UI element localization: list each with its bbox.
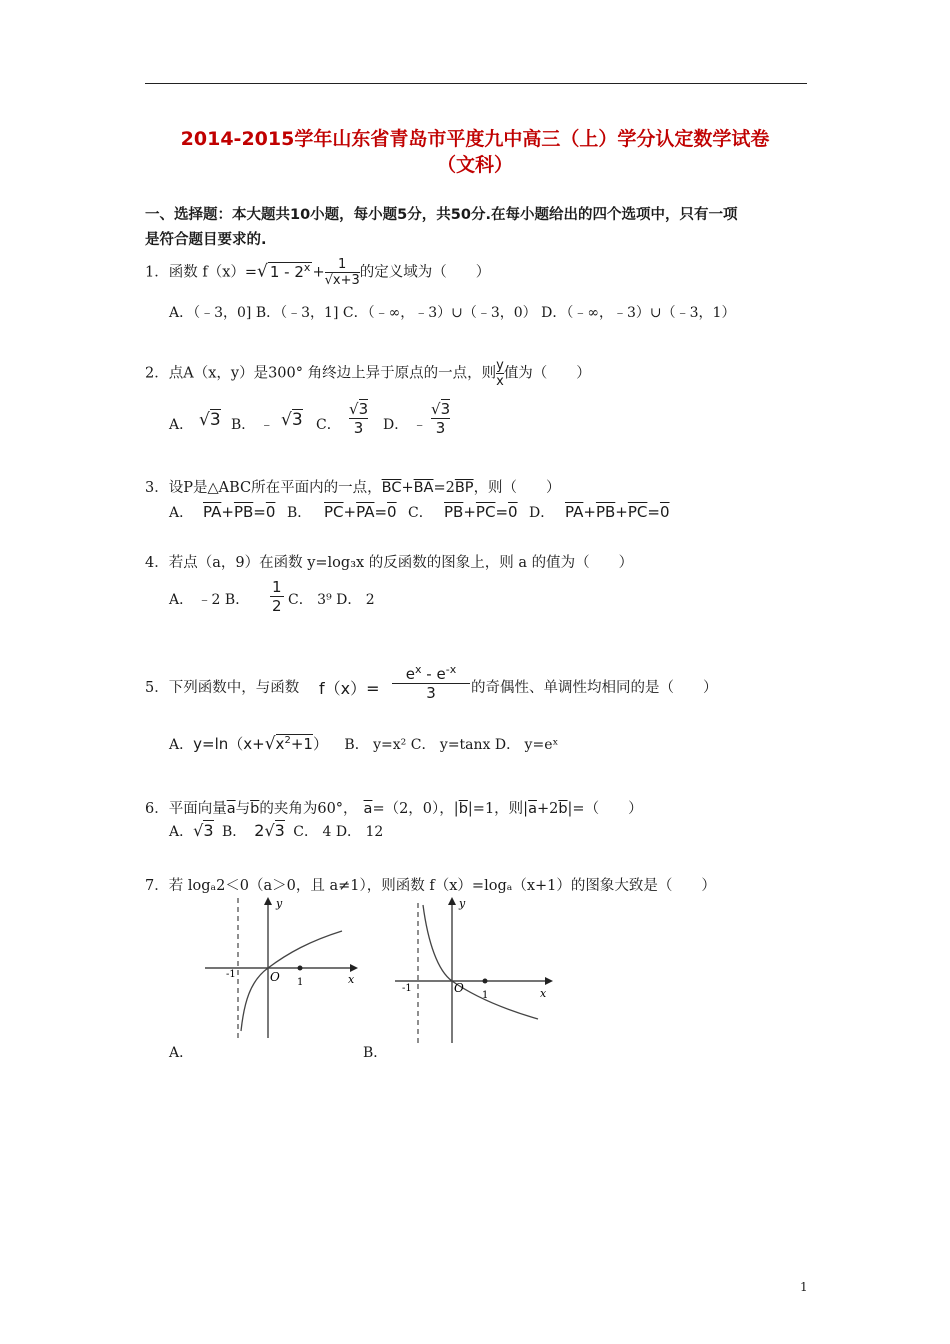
graph-a-curve xyxy=(241,931,342,1031)
q7-option-b-label: B． xyxy=(363,1045,388,1061)
q1-fraction: $\frac{1}{√x+3}$ xyxy=(324,257,360,288)
question-4: 4．若点（a，9）在函数 y=log₃x 的反函数的图象上，则 a 的值为（ ） xyxy=(145,555,634,571)
page-number: 1 xyxy=(800,1280,808,1294)
q3-option-c-expr: $\overline{PB}+\overline{PC}=0$ xyxy=(444,503,518,521)
q3-options: A． $\overline{PA}+\overline{PB}=0$ B． $\overline{PC}+\overline{PA}=0$ C． $\overline{PB}+\overline{PC}=0$ D． $\overline{PA}+\overline{PB}+\overline{PC}=0$ xyxy=(169,503,670,521)
section-heading-line1: 一、选择题：本大题共10小题，每小题5分，共50分.在每小题给出的四个选项中，只有一项 xyxy=(145,207,738,223)
header-rule xyxy=(145,83,807,84)
q5-option-a-expr: $y=\ln(x+√x^2+1)$ xyxy=(193,734,328,754)
graph-b-y-label: y xyxy=(459,897,466,910)
q2-option-c-value: √3 3 xyxy=(349,400,369,437)
question-3: 3．设P是△ABC所在平面内的一点，$\overline{BC}+\overline{BA}=2\overline{BP}$，则（ ） xyxy=(145,480,561,496)
graph-b-origin-label: O xyxy=(454,981,464,995)
graph-b-x-arrow xyxy=(545,977,553,985)
section-heading-line2: 是符合题目要求的. xyxy=(145,232,267,248)
graph-b-x-label: x xyxy=(540,987,547,1000)
graph-a-x-arrow xyxy=(350,964,358,972)
q7-graph-a xyxy=(200,893,360,1043)
q1-stem-end: 的定义域为（ ） xyxy=(359,264,491,281)
vector-a: $\overline{a}$ xyxy=(226,801,236,817)
q3-option-d-expr: $\overline{PA}+\overline{PB}+\overline{PC}=0$ xyxy=(565,503,670,521)
graph-b-point-one xyxy=(483,979,488,984)
graph-a-origin-label: O xyxy=(270,970,280,984)
graph-a-one-label: 1 xyxy=(297,977,304,988)
q4-option-b-fraction: 1 2 xyxy=(272,578,282,615)
graph-b-y-arrow xyxy=(448,897,456,905)
q2-yx-fraction: $\frac{y}{x}$ xyxy=(496,358,504,389)
graph-a-x-label: x xyxy=(348,973,355,986)
q5-options: A．$y=\ln(x+√x^2+1)$ B． y=x² C． y=tanx D． y=eˣ xyxy=(169,734,559,754)
q1-options: A．（﹣3，0] B．（﹣3，1] C．（﹣∞，﹣3）∪（﹣3，0） D．（﹣∞，﹣3）∪（﹣3，1） xyxy=(169,305,736,321)
q6-option-b-value: 2√3 xyxy=(254,821,285,840)
q2-option-b-value: √3 xyxy=(281,410,303,430)
graph-a-neg-one-label: -1 xyxy=(226,969,236,980)
question-2: 2．点A（x，y）是300° 角终边上异于原点的一点，则 $\frac{y}{x}$ 值为（ ） xyxy=(145,358,591,389)
q1-stem: 1．函数 f（x）= xyxy=(145,264,258,281)
exam-title-line1: 2014-2015学年山东省青岛市平度九中高三（上）学分认定数学试卷 xyxy=(180,128,770,150)
question-6: 6．平面向量$\overline{a}$与$\overline{b}$的夹角为60°， $\overline{a}=(2$，0），$|\overline{b}|=1$，则$|\overline{a}+2\overline{b}|=$（ ） xyxy=(145,801,643,817)
vector-b: $\overline{b}$ xyxy=(250,801,260,817)
exam-title-line2: （文科） xyxy=(436,154,513,176)
question-7: 7．若 logₐ2＜0（a＞0，且 a≠1），则函数 f（x）=logₐ（x+1）的图象大致是（ ） xyxy=(145,878,716,894)
q5-function-fraction: $e^x - e^{-x}$ 3 xyxy=(392,663,470,702)
graph-b-one-label: 1 xyxy=(482,990,489,1001)
question-1: 1．函数 f（x）=√ $1 - 2^x$ + $\frac{1}{√x+3}$ 的定义域为（ ） xyxy=(145,257,491,288)
graph-a-y-label: y xyxy=(276,897,283,910)
q5-function-label: f（x）= xyxy=(319,679,380,698)
q2-option-a-value: √3 xyxy=(199,410,221,430)
vector-bp: $\overline{BP}$ xyxy=(454,480,474,496)
q6-option-a-value: √3 xyxy=(193,821,214,840)
graph-b-curve xyxy=(423,905,538,1019)
q1-radical-sign: √ xyxy=(257,261,268,282)
q1-radicand: 1 - 2$^x$ xyxy=(269,260,311,281)
vector-ba: $\overline{BA}$ xyxy=(413,480,434,496)
graph-b-neg-one-label: -1 xyxy=(402,983,412,994)
vector-bc: $\overline{BC}$ xyxy=(381,480,402,496)
q3-option-a-expr: $\overline{PA}+\overline{PB}=0$ xyxy=(203,503,276,521)
q3-option-b-expr: $\overline{PC}+\overline{PA}=0$ xyxy=(324,503,397,521)
q7-option-a-label: A． xyxy=(169,1045,194,1061)
q7-graph-b xyxy=(390,893,555,1048)
q2-option-d-value: √3 3 xyxy=(431,400,451,437)
q6-options: A．√3 B． 2√3 C． 4 D． 12 xyxy=(169,821,384,840)
graph-a-y-arrow xyxy=(264,897,272,905)
graph-a-point-one xyxy=(298,966,303,971)
